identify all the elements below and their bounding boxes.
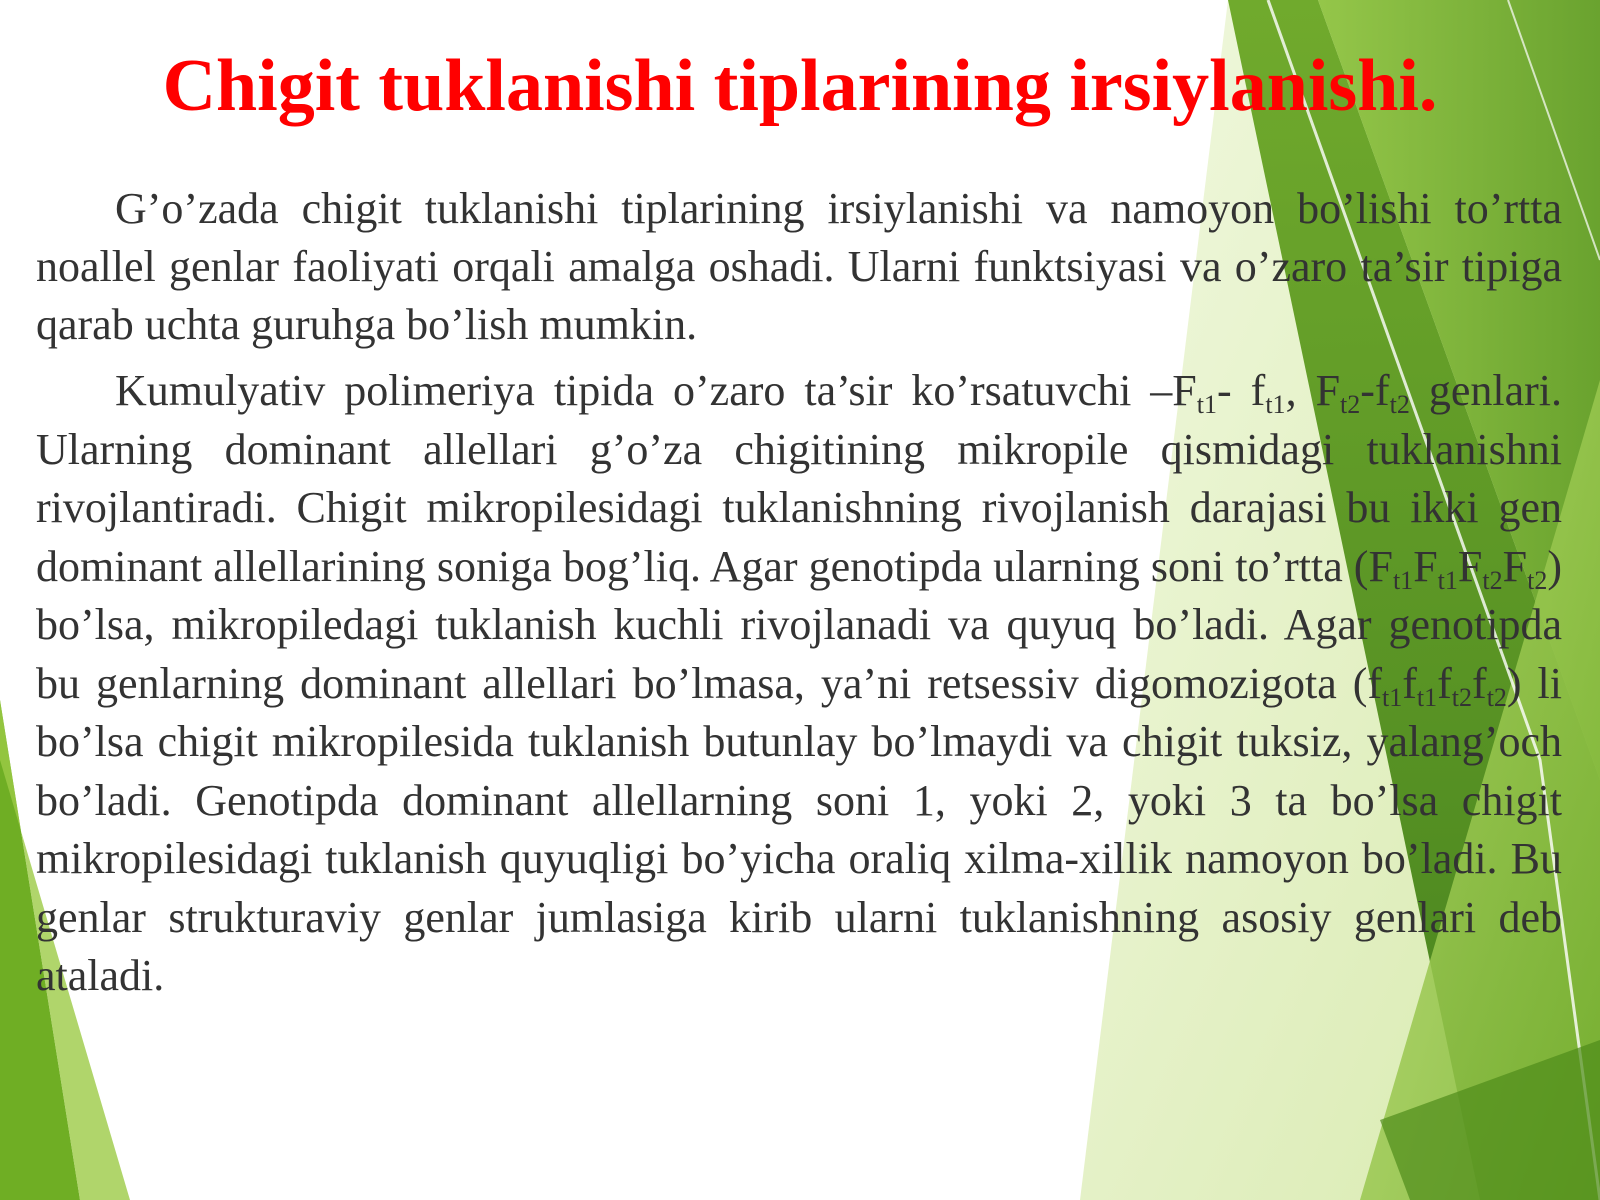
gene-letter: f [1472, 658, 1487, 708]
text-run: - f [1217, 366, 1266, 415]
subscript: t2 [1389, 389, 1410, 419]
subscript: t1 [1437, 565, 1458, 595]
paragraph-intro: G’o’zada chigit tuklanishi tiplarining irsiylanishi va namoyon bo’lishi to’rtta noallel genlar faoliyati orqali amalga oshadi. Ularni funktsiyasi va o’zaro ta’sir tipiga qarab uchta guruhga bo’lish mumkin. [36, 184, 1562, 349]
genotype-dominant [1368, 541, 1548, 595]
paragraph-cumulative-polymery [36, 362, 1562, 1006]
subscript: t1 [1196, 389, 1218, 419]
text-run: genlari. Ularning dominant allellari g’o’za chigitining mikropile qismidagi tuklanishni rivojlantiradi. Chigit mikropilesidagi tuklanishning rivojlanish darajasi bu ikki gen dominant allellarining soniga bog’liq. Agar genotipda ularning soni to’rtta ( [36, 366, 1562, 591]
subscript: t1 [1382, 682, 1403, 712]
slide-title: Chigit tuklanishi tiplarining irsiylanishi. [162, 45, 1438, 127]
subscript: t1 [1416, 682, 1438, 712]
text-run: ) bo’lsa, mikropiledagi tuklanish kuchli rivojlanadi va quyuq bo’ladi. Agar genotipda bu genlarning dominant allellari bo’lmasa, ya’ni retsessiv digomozigota ( [36, 541, 1562, 708]
slide-body [36, 180, 1562, 1014]
gene-letter: F [1502, 541, 1528, 591]
text-run: , F [1285, 366, 1341, 415]
subscript: t1 [1392, 565, 1414, 595]
gene-letter: F [1457, 541, 1483, 591]
gene-letter: F [1368, 541, 1393, 591]
subscript: t2 [1340, 389, 1361, 419]
subscript: t2 [1486, 682, 1507, 712]
text-run: -f [1360, 366, 1390, 415]
gene-letter: F [1413, 541, 1438, 591]
subscript: t2 [1451, 682, 1473, 712]
text-run: Kumulyativ polimeriya tipida o’zaro ta’sir ko’rsatuvchi –F [115, 366, 1197, 415]
subscript: t2 [1527, 565, 1548, 595]
gene-letter: f [1437, 658, 1452, 708]
text-run: ) li bo’lsa chigit mikropilesida tuklanish butunlay bo’lmaydi va chigit tuksiz, yalang’och bo’ladi. Genotipda dominant allellarning soni 1, yoki 2, yoki 3 ta bo’lsa chigit mikropilesidagi tuklanish quyuqligi bo’yicha oraliq xilma-xillik namoyon bo’ladi. Bu genlar strukturaviy genlar jumlasiga kirib ularni tuklanishning asosiy genlari deb ataladi. [36, 658, 1562, 1000]
genotype-recessive [1367, 658, 1507, 712]
gene-letter: f [1367, 658, 1383, 708]
gene-letter: f [1402, 658, 1417, 708]
subscript: t1 [1265, 389, 1286, 419]
subscript: t2 [1482, 565, 1503, 595]
